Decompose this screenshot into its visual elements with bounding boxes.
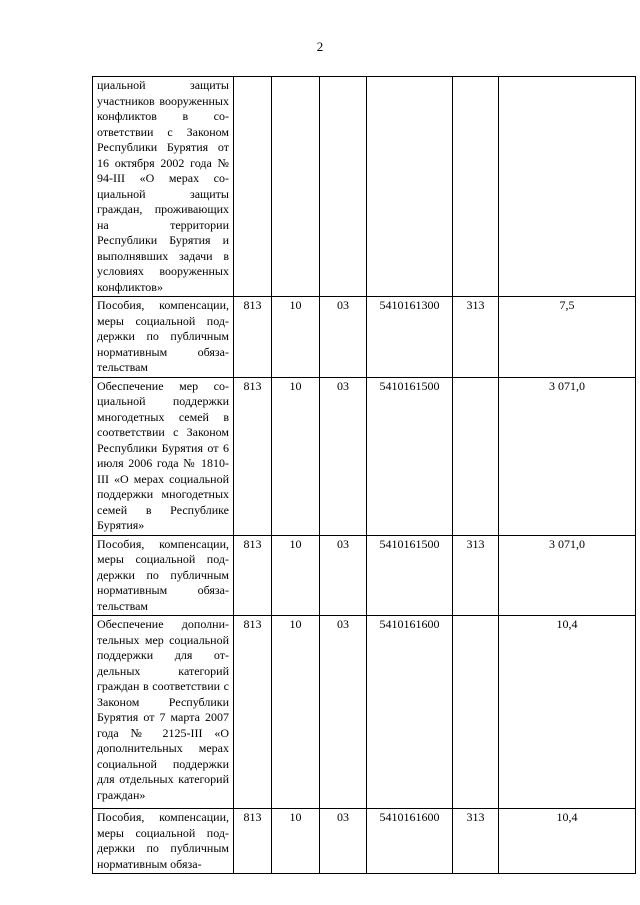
page-number: 2 xyxy=(316,39,324,54)
gr-cell: 813 xyxy=(234,809,272,874)
pr-cell: 03 xyxy=(320,535,367,616)
pr-cell: 03 xyxy=(320,297,367,378)
pr-cell: 03 xyxy=(320,377,367,535)
csr-cell: 5410161300 xyxy=(367,297,453,378)
csr-cell: 5410161500 xyxy=(367,535,453,616)
table-row xyxy=(93,77,636,297)
pr-cell xyxy=(320,77,367,297)
table-row xyxy=(93,377,636,535)
sum-cell: 7,5 xyxy=(499,297,636,378)
vr-cell xyxy=(453,77,499,297)
gr-cell: 813 xyxy=(234,297,272,378)
table-row xyxy=(93,297,636,378)
vr-cell xyxy=(453,616,499,809)
rz-cell: 10 xyxy=(272,297,320,378)
item-name-cell: Обеспечение дополнительных мер социальной поддержки для отдельных категорий граждан в соответствии с Законом Республики Бурятия от 7 марта 2007 года № 2125-III «О дополнительных мерах социальной поддержки для отдельных категорий граждан» xyxy=(93,616,234,809)
rz-cell xyxy=(272,77,320,297)
csr-cell xyxy=(367,77,453,297)
gr-cell: 813 xyxy=(234,377,272,535)
gr-cell xyxy=(234,77,272,297)
item-name-cell: Пособия, компенсации, меры социальной поддержки по публичным нормативным обязательствам xyxy=(93,297,234,378)
item-name-cell: Обеспечение мер социальной поддержки многодетных семей в соответствии с Законом Республики Бурятия от 6 июля 2006 года № 1810-III «О мерах социальной поддержки многодетных семей в Республике Бурятия» xyxy=(93,377,234,535)
sum-cell xyxy=(499,77,636,297)
table-row xyxy=(93,809,636,874)
item-name-cell: Пособия, компенсации, меры социальной поддержки по публичным нормативным обяза- xyxy=(93,809,234,874)
sum-cell: 10,4 xyxy=(499,809,636,874)
item-name-cell: Пособия, компенсации, меры социальной поддержки по публичным нормативным обязательствам xyxy=(93,535,234,616)
vr-cell: 313 xyxy=(453,535,499,616)
table-row xyxy=(93,616,636,809)
vr-cell xyxy=(453,377,499,535)
table-row xyxy=(93,535,636,616)
item-name-cell: циальной защиты участников вооруженных конфликтов в соответствии с Законом Республики Бурятия от 16 октября 2002 года № 94-III «О мерах социальной защиты граждан, проживающих на территории Республики Бурятия и выполнявших задачи в условиях вооруженных конфликтов» xyxy=(93,77,234,297)
pr-cell: 03 xyxy=(320,616,367,809)
vr-cell: 313 xyxy=(453,297,499,378)
pr-cell: 03 xyxy=(320,809,367,874)
rz-cell: 10 xyxy=(272,616,320,809)
sum-cell: 3 071,0 xyxy=(499,535,636,616)
rz-cell: 10 xyxy=(272,809,320,874)
csr-cell: 5410161600 xyxy=(367,616,453,809)
csr-cell: 5410161600 xyxy=(367,809,453,874)
rz-cell: 10 xyxy=(272,377,320,535)
gr-cell: 813 xyxy=(234,616,272,809)
budget-table xyxy=(92,76,636,874)
sum-cell: 3 071,0 xyxy=(499,377,636,535)
vr-cell: 313 xyxy=(453,809,499,874)
sum-cell: 10,4 xyxy=(499,616,636,809)
rz-cell: 10 xyxy=(272,535,320,616)
gr-cell: 813 xyxy=(234,535,272,616)
csr-cell: 5410161500 xyxy=(367,377,453,535)
